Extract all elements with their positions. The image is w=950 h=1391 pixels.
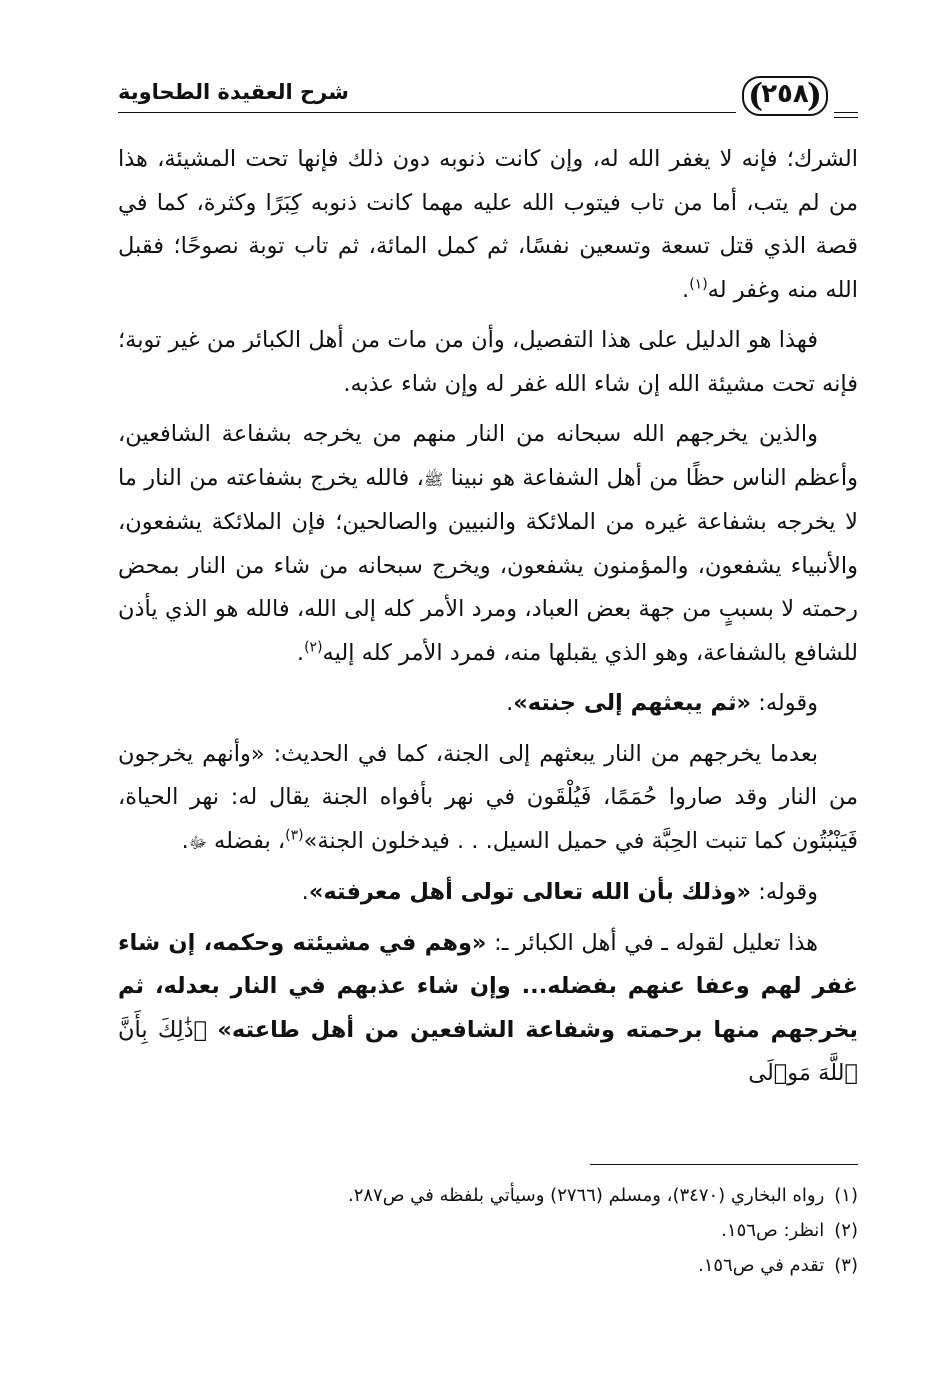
paragraph xyxy=(118,922,858,1096)
matn-quote-paragraph xyxy=(118,871,858,915)
footnote-item xyxy=(118,1248,858,1283)
paragraph-text: ، فالله يخرج بشفاعته من النار ما لا يخرجه بشفاعة غيره من الملائكة والنبيين والصالحين؛ فإن الملائكة يشفعون، والأنبياء يشفعون، والمؤمنون يشفعون، ويخرج سبحانه من شاء من النار بمحض رحمته لا بسببٍ من جهة بعض العباد، ومرد الأمر كله إلى الله، فالله هو الذي يأذن للشافع بالشفاعة، وهو الذي يقبلها منه، فمرد الأمر كله إليه xyxy=(118,464,858,666)
quote-lead: وقوله: xyxy=(751,690,818,716)
page-number: ٢٥٨ xyxy=(761,79,809,109)
quote-lead: وقوله: xyxy=(751,879,818,905)
matn-quote: «ثم يبعثهم إلى جنته» xyxy=(513,690,752,716)
footnote-mark: (١) xyxy=(834,1185,858,1206)
punctuation: . xyxy=(506,690,514,716)
page-header xyxy=(118,70,858,126)
paragraph-text: والذين يخرجهم الله سبحانه من النار منهم من يخرجه بشفاعة الشافعين، وأعظم الناس حظًا من أهل الشفاعة هو نبينا xyxy=(118,421,859,491)
punctuation: . xyxy=(296,639,305,666)
footnote-ref[interactable]: (٣) xyxy=(285,827,304,843)
footnote-mark: (٣) xyxy=(834,1255,858,1276)
footnote-mark: (٢) xyxy=(834,1220,858,1241)
paragraph-text: هذا تعليل لقوله ـ في أهل الكبائر ـ: xyxy=(486,929,818,956)
footnote-text: تقدم في ص١٥٦. xyxy=(697,1255,825,1276)
page-number-box xyxy=(736,72,834,120)
matn-quote-paragraph xyxy=(118,682,858,726)
footnote-text: انظر: ص١٥٦. xyxy=(721,1220,825,1241)
punctuation: . xyxy=(301,879,309,905)
honorific-glyph: ﷻ xyxy=(188,832,207,852)
footnote-ref[interactable]: (١) xyxy=(689,276,708,292)
paragraph xyxy=(118,733,858,865)
footnote-item xyxy=(118,1213,858,1248)
honorific-glyph: ﷺ xyxy=(423,469,444,489)
paragraph xyxy=(118,138,858,312)
footnote-text: رواه البخاري (٣٤٧٠)، ومسلم (٢٧٦٦) وسيأتي بلفظه في ص٢٨٧. xyxy=(347,1185,825,1206)
matn-quote: «وذلك بأن الله تعالى تولى أهل معرفته» xyxy=(308,879,752,905)
punctuation: . xyxy=(181,827,189,854)
footnotes xyxy=(118,1178,858,1283)
footnote-ref[interactable]: (٢) xyxy=(304,639,323,655)
paragraph-text: الشرك؛ فإنه لا يغفر الله له، وإن كانت ذنوبه دون ذلك فإنها تحت المشيئة، هذا من لم يتب، أما من تاب فيتوب الله عليه مهما كانت ذنوبه كِبَرًا وكثرة، كما في قصة الذي قتل تسعة وتسعين نفسًا، ثم كمل المائة، ثم تاب توبة نصوحًا؛ فقبل الله منه وغفر له xyxy=(118,146,858,303)
page-number-bracket-left: ( xyxy=(748,76,764,114)
footnote-divider xyxy=(590,1164,858,1165)
punctuation: . xyxy=(682,276,690,303)
matn-quote: «وهم في مشيئته وحكمه، إن شاء غفر لهم وعفا عنهم بفضله... وإن شاء عذبهم في النار بعدله، ثم يخرجهم منها برحمته وشفاعة الشافعين من أهل طاعته» xyxy=(118,929,858,1043)
paragraph xyxy=(118,413,858,675)
book-title: شرح العقيدة الطحاوية xyxy=(118,80,349,104)
paragraph-text: بعدما يخرجهم من النار يبعثهم إلى الجنة، كما في الحديث: «وأنهم يخرجون من النار وقد صاروا حُمَمًا، فَيُلْقَون في نهر بأفواه الجنة يقال له: نهر الحياة، فَيَنْبُتُون كما تنبت الحِبَّة في حميل السيل. . . فيدخلون الجنة» xyxy=(118,740,858,854)
paragraph: فهذا هو الدليل على هذا التفصيل، وأن من مات من أهل الكبائر من غير توبة؛ فإنه تحت مشيئة الله إن شاء الله غفر له وإن شاء عذبه. xyxy=(118,327,858,397)
footnote-item xyxy=(118,1178,858,1213)
body-text xyxy=(118,138,858,1103)
page-number-bracket-right: ) xyxy=(806,76,822,114)
paragraph-text: ، بفضله xyxy=(206,827,286,854)
quran-quote: ﴿ذَٰلِكَ بِأَنَّ ٱللَّهَ مَوۡلَى xyxy=(118,1016,858,1086)
